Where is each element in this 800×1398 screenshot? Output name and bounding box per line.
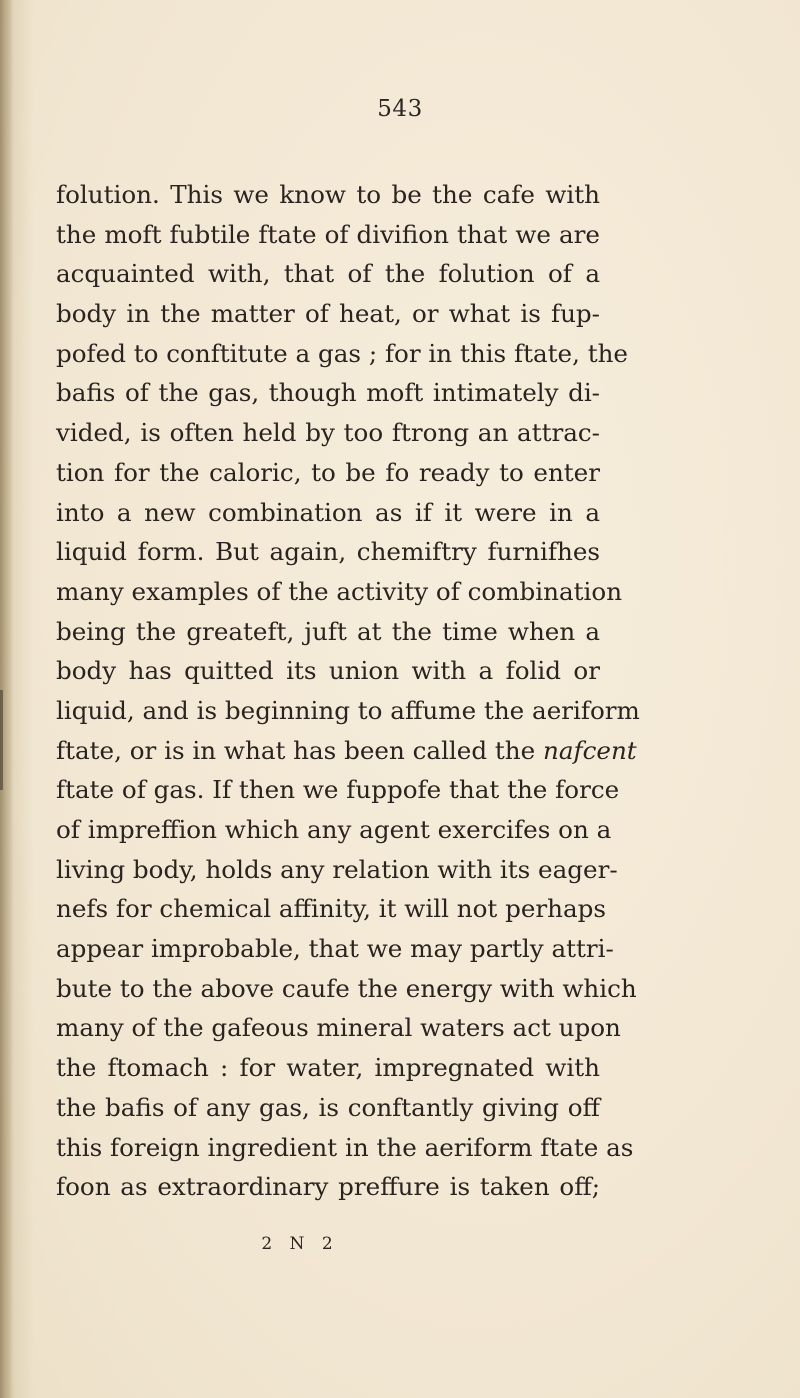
text-line: foon as extraordinary preffure is taken off; <box>56 1172 600 1202</box>
text-line: folution. This we know to be the cafe with <box>56 180 600 209</box>
text-line-with-italic <box>56 731 637 771</box>
text-line: many of the gafeous mineral waters act upon <box>56 1013 621 1043</box>
text-line: the moft fubtile ftate of divifion that we are <box>56 219 600 249</box>
text-line: being the greateft, juft at the time when a <box>56 616 600 646</box>
body-text <box>56 175 640 1207</box>
binding-shadow-mark <box>0 690 3 790</box>
text-line: body has quitted its union with a folid or <box>56 656 600 686</box>
text-line: liquid, and is beginning to affume the aeriform <box>56 695 640 725</box>
text-line: nefs for chemical affinity, it will not perhaps <box>56 894 607 924</box>
text-line: bute to the above caufe the energy with which <box>56 973 637 1003</box>
text-line: bafis of the gas, though moft intimately di- <box>56 378 600 408</box>
text-line: liquid form. But again, chemiftry furnifhes <box>56 537 600 567</box>
signature-mark: 2 N 2 <box>261 1234 339 1254</box>
text-line: into a new combination as if it were in a <box>56 497 600 527</box>
text-line: acquainted with, that of the folution of a <box>56 259 600 289</box>
text-line-start: ftate, or is in what has been called the <box>56 735 536 765</box>
text-line: body in the matter of heat, or what is fup- <box>56 299 600 329</box>
italic-term: nafcent <box>543 735 637 765</box>
text-line: many examples of the activity of combination <box>56 576 623 606</box>
text-line: ftate of gas. If then we fuppofe that the force <box>56 775 620 805</box>
text-line: this foreign ingredient in the aeriform ftate as <box>56 1132 634 1162</box>
text-line: pofed to conftitute a gas ; for in this ftate, the <box>56 338 628 368</box>
text-line: appear improbable, that we may partly attri- <box>56 934 614 964</box>
text-line: tion for the caloric, to be fo ready to enter <box>56 457 600 487</box>
page-number: 543 <box>377 96 423 122</box>
text-line: living body, holds any relation with its eager- <box>56 854 618 884</box>
text-line: of impreffion which any agent exercifes on a <box>56 815 612 844</box>
text-line: the bafis of any gas, is conftantly giving off <box>56 1092 600 1122</box>
text-line: vided, is often held by too ftrong an attrac- <box>56 418 600 448</box>
text-line: the ftomach : for water, impregnated with <box>56 1053 600 1083</box>
